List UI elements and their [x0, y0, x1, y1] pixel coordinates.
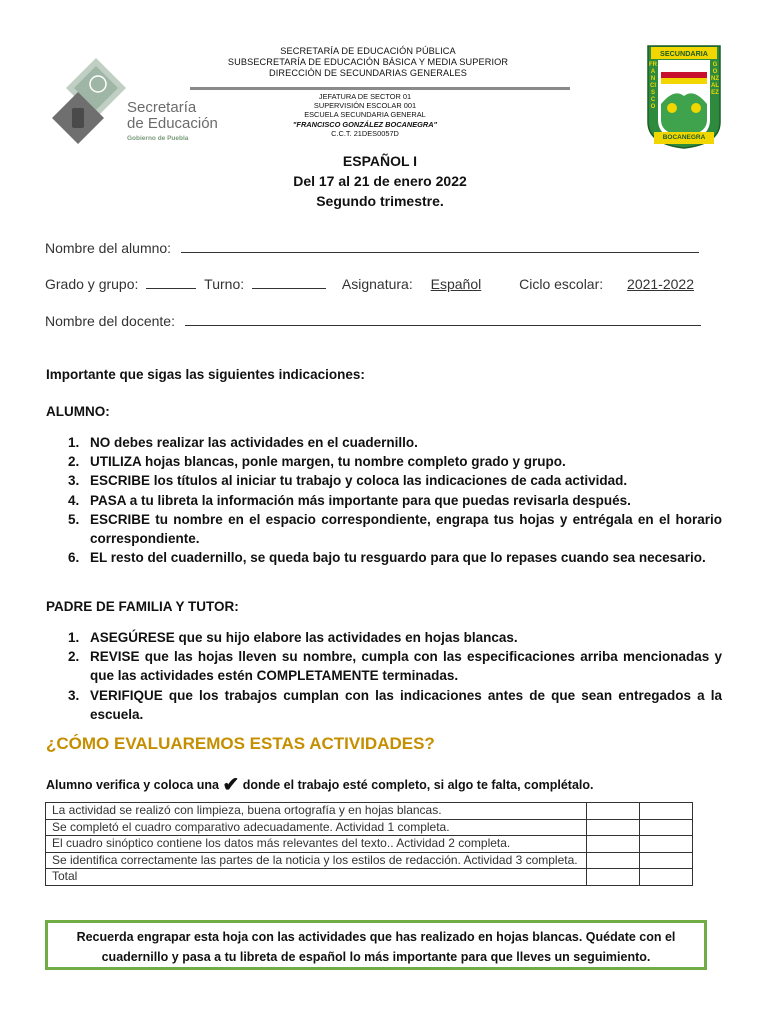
- list-item: 4. PASA a tu libreta la información más importante para que puedas revisarla después.: [68, 492, 631, 508]
- logo-text-secretaria: Secretaría: [127, 99, 197, 116]
- school-crest-logo: [646, 44, 722, 150]
- criteria-cell: Se completó el cuadro comparativo adecuadamente. Actividad 1 completa.: [46, 819, 587, 836]
- grade-field[interactable]: [146, 288, 196, 289]
- table-row: [46, 836, 693, 853]
- criteria-cell: El cuadro sinóptico contiene los datos más relevantes del texto.. Actividad 2 completa.: [46, 836, 587, 853]
- subject-label: Asignatura:: [341, 276, 413, 292]
- header-sub-3: ESCUELA SECUNDARIA GENERAL: [304, 110, 426, 120]
- check-cell[interactable]: [640, 869, 693, 886]
- parent-instructions-list: [46, 628, 722, 724]
- student-heading: ALUMNO:: [46, 404, 110, 419]
- grade-row: [45, 276, 694, 292]
- reminder-box: [45, 920, 707, 970]
- crest-bottom-text: BOCANEGRA: [662, 134, 706, 141]
- cycle-label: Ciclo escolar:: [519, 276, 604, 292]
- document-title: [190, 151, 570, 211]
- total-cell: Total: [46, 869, 587, 886]
- checkmark-icon: ✔: [222, 774, 240, 796]
- list-item: 1. NO debes realizar las actividades en el cuadernillo.: [68, 435, 418, 450]
- list-item: 3. ESCRIBE los títulos al iniciar tu trabajo y coloca las indicaciones de cada actividad.: [68, 473, 628, 489]
- header-school: [260, 92, 470, 138]
- criteria-cell: Se identifica correctamente las partes de la noticia y los estilos de redacción. Actividad 3 completa.: [46, 852, 587, 869]
- reminder-text: Recuerda engrapar esta hoja con las actividades que has realizado en hojas blancas. Quédate con el cuadernillo y pasa a tu libreta de español lo más importante para que lleves un seguimiento.: [76, 930, 676, 964]
- table-row: [46, 803, 693, 820]
- check-cell[interactable]: [587, 836, 640, 853]
- check-cell[interactable]: [640, 836, 693, 853]
- check-cell[interactable]: [587, 869, 640, 886]
- title-subject: ESPAÑOL I: [342, 153, 418, 169]
- check-cell[interactable]: [640, 819, 693, 836]
- table-row: [46, 852, 693, 869]
- instruction-before: Alumno verifica y coloca una: [46, 778, 219, 792]
- instruction-after: donde el trabajo esté completo, si algo te falta, complétalo.: [242, 778, 594, 792]
- crest-left-text: FRANCISCO: [649, 62, 657, 110]
- crest-right-text: GONZALEZ: [711, 62, 719, 96]
- crest-top-text: SECUNDARIA: [660, 49, 708, 58]
- shift-field[interactable]: [252, 288, 326, 289]
- header-sub-1: JEFATURA DE SECTOR 01: [318, 92, 412, 101]
- grade-label: Grado y grupo:: [45, 276, 139, 292]
- header-sub-2: SUPERVISIÓN ESCOLAR 001: [313, 101, 417, 111]
- list-item: 3. VERIFIQUE que los trabajos cumplan con las indicaciones antes de que sean entregados a la escuela.: [68, 687, 722, 722]
- student-name-field[interactable]: [181, 252, 699, 253]
- check-cell[interactable]: [587, 803, 640, 820]
- table-row: [46, 869, 693, 886]
- parent-heading: PADRE DE FAMILIA Y TUTOR:: [46, 599, 239, 614]
- header-line-3: DIRECCIÓN DE SECUNDARIAS GENERALES: [269, 68, 467, 78]
- title-dates: Del 17 al 21 de enero 2022: [293, 173, 467, 189]
- list-item: 6. EL resto del cuadernillo, se queda bajo tu resguardo para que lo repases cuando sea necesario.: [68, 550, 706, 566]
- logo-text-gobierno: Gobierno de Puebla: [127, 135, 189, 142]
- list-item: 5. ESCRIBE tu nombre en el espacio correspondiente, engrapa tus hojas y entrégala en el horario correspondiente.: [68, 511, 722, 547]
- evaluation-instruction: [46, 772, 593, 797]
- check-cell[interactable]: [640, 852, 693, 869]
- header-institution: [190, 46, 546, 79]
- header-divider: [190, 87, 570, 90]
- list-item: 1. ASEGÚRESE que su hijo elabore las actividades en hojas blancas.: [68, 630, 518, 645]
- student-instructions-list: [46, 433, 722, 567]
- check-cell[interactable]: [640, 803, 693, 820]
- title-trimester: Segundo trimestre.: [316, 193, 444, 209]
- student-name-label: Nombre del alumno:: [45, 240, 172, 256]
- teacher-name-field[interactable]: [185, 325, 701, 326]
- header-line-1: SECRETARÍA DE EDUCACIÓN PÚBLICA: [280, 46, 456, 56]
- logo-emblem-icon: [46, 52, 126, 144]
- list-item: 2. REVISE que las hojas lleven su nombre, cumpla con las especificaciones arriba mencionadas y que las actividades estén COMPLETAMENTE terminadas.: [68, 649, 722, 684]
- header-sub-4: "FRANCISCO GONZÁLEZ BOCANEGRA": [292, 119, 438, 129]
- header-sub-5: C.C.T. 21DES0057D: [331, 128, 399, 138]
- evaluation-table: [45, 802, 693, 886]
- check-cell[interactable]: [587, 819, 640, 836]
- list-item: 2. UTILIZA hojas blancas, ponle margen, tu nombre completo grado y grupo.: [68, 454, 566, 470]
- criteria-cell: La actividad se realizó con limpieza, buena ortografía y en hojas blancas.: [46, 803, 587, 820]
- student-name-row: [45, 240, 699, 256]
- logo-text-educacion: de Educación: [127, 115, 218, 132]
- table-row: [46, 819, 693, 836]
- cycle-value: 2021-2022: [627, 276, 694, 292]
- shift-label: Turno:: [204, 276, 245, 292]
- check-cell[interactable]: [587, 852, 640, 869]
- teacher-name-label: Nombre del docente:: [45, 313, 175, 329]
- evaluation-heading: ¿CÓMO EVALUAREMOS ESTAS ACTIVIDADES?: [46, 734, 435, 753]
- teacher-name-row: [45, 313, 701, 329]
- header-line-2: SUBSECRETARÍA DE EDUCACIÓN BÁSICA Y MEDIA SUPERIOR: [227, 57, 509, 67]
- subject-value: Español: [430, 276, 482, 292]
- important-note: Importante que sigas las siguientes indicaciones:: [46, 367, 365, 382]
